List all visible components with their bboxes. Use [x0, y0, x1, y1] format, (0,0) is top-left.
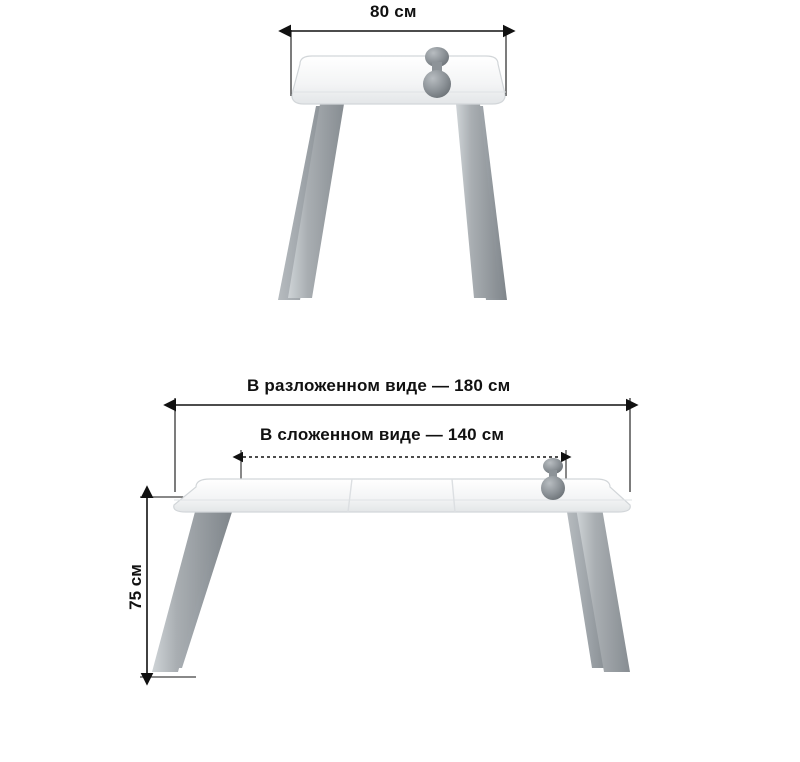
dimension-label-width-top: 80 см — [370, 2, 417, 21]
side-view-group — [278, 30, 507, 300]
dimension-label-height: 75 см — [126, 564, 145, 610]
dimension-label-folded: В сложенном виде — 140 см — [260, 425, 505, 444]
dimension-label-unfolded: В разложенном виде — 180 см — [247, 376, 511, 395]
